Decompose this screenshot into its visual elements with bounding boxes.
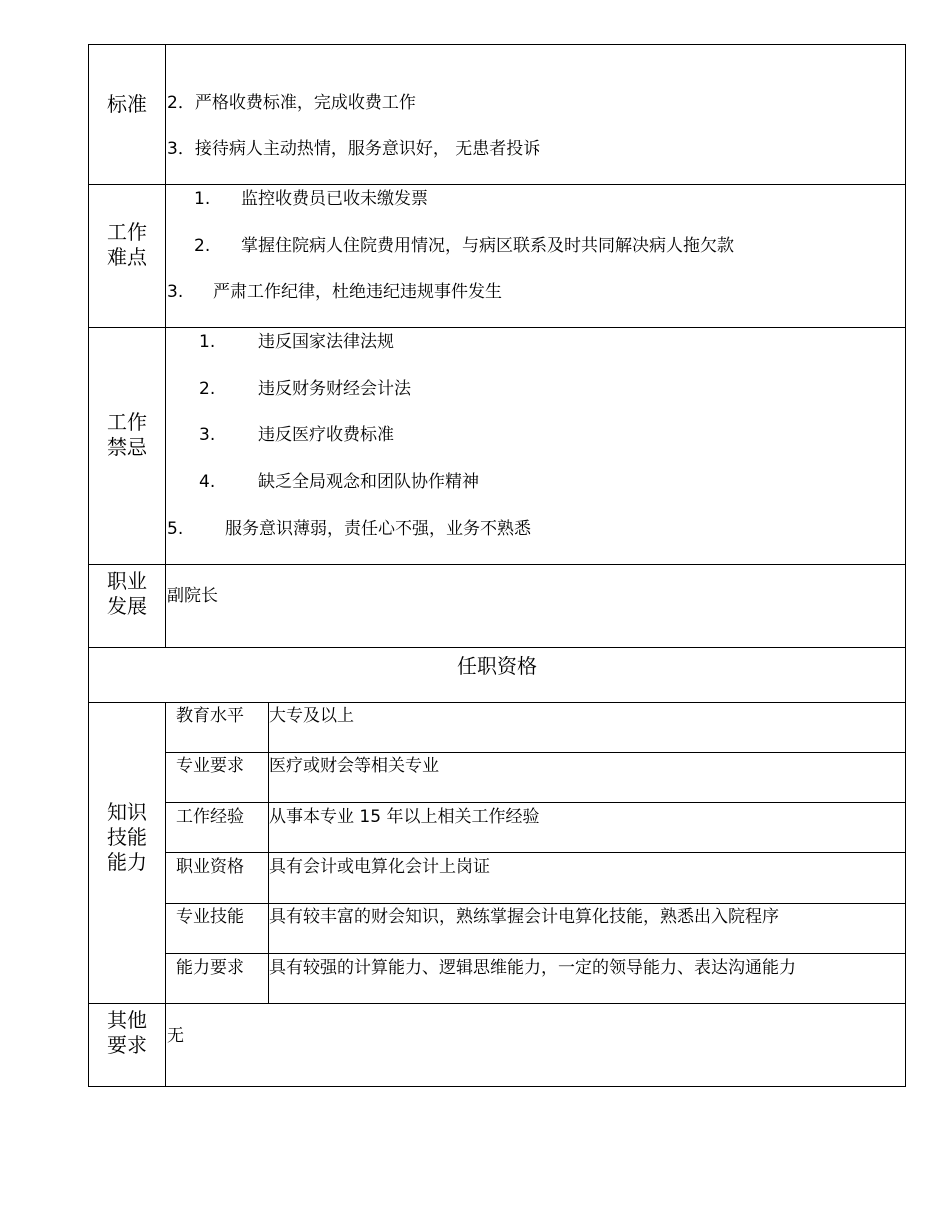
difficulty-item: 严肃工作纪律，杜绝违纪违规事件发生	[213, 282, 502, 302]
item-number: 3.	[167, 282, 184, 302]
standard-item: 2．严格收费标准，完成收费工作	[167, 93, 416, 113]
label-line: 发展	[107, 594, 147, 618]
difficulty-label	[88, 220, 166, 270]
standard-item: 3．接待病人主动热情，服务意识好， 无患者投诉	[167, 139, 541, 159]
label-line: 难点	[107, 245, 147, 269]
req-value: 医疗或财会等相关专业	[269, 756, 439, 776]
item-number: 3.	[199, 425, 216, 445]
taboo-item: 违反国家法律法规	[258, 332, 394, 352]
taboo-item: 缺乏全局观念和团队协作精神	[258, 472, 479, 492]
item-number: 1.	[199, 332, 216, 352]
other-label	[88, 1008, 166, 1058]
item-number: 2.	[194, 236, 211, 256]
item-number: 5.	[167, 519, 184, 539]
req-value: 具有较强的计算能力、逻辑思维能力，一定的领导能力、表达沟通能力	[269, 958, 796, 978]
taboo-item: 违反医疗收费标准	[258, 425, 394, 445]
standard-label: 标准	[107, 92, 147, 116]
label-line: 能力	[107, 850, 147, 874]
label-line: 要求	[107, 1033, 147, 1057]
label-line: 禁忌	[107, 435, 147, 459]
qualification-title: 任职资格	[457, 654, 537, 678]
item-number: 2.	[199, 379, 216, 399]
req-value: 具有较丰富的财会知识，熟练掌握会计电算化技能，熟悉出入院程序	[269, 907, 779, 927]
req-value: 具有会计或电算化会计上岗证	[269, 857, 490, 877]
req-key: 专业要求	[176, 756, 244, 776]
req-key: 工作经验	[176, 807, 244, 827]
knowledge-label	[88, 800, 166, 875]
req-key: 专业技能	[176, 907, 244, 927]
career-value: 副院长	[167, 586, 218, 606]
req-key: 教育水平	[176, 706, 244, 726]
taboo-item: 服务意识薄弱，责任心不强，业务不熟悉	[225, 519, 531, 539]
req-value: 大专及以上	[269, 706, 354, 726]
label-line: 工作	[107, 410, 147, 434]
item-number: 4.	[199, 472, 216, 492]
req-key: 能力要求	[176, 958, 244, 978]
label-line: 职业	[107, 569, 147, 593]
req-key: 职业资格	[176, 857, 244, 877]
taboo-item: 违反财务财经会计法	[258, 379, 411, 399]
difficulty-item: 监控收费员已收未缴发票	[241, 189, 428, 209]
label-line: 知识	[107, 800, 147, 824]
label-line: 其他	[107, 1008, 147, 1032]
difficulty-item: 掌握住院病人住院费用情况，与病区联系及时共同解决病人拖欠款	[241, 236, 734, 256]
label-line: 工作	[107, 220, 147, 244]
item-number: 1.	[194, 189, 211, 209]
other-value: 无	[167, 1026, 184, 1046]
req-value: 从事本专业 15 年以上相关工作经验	[269, 807, 540, 827]
career-label	[88, 569, 166, 619]
label-line: 技能	[107, 825, 147, 849]
taboo-label	[88, 410, 166, 460]
